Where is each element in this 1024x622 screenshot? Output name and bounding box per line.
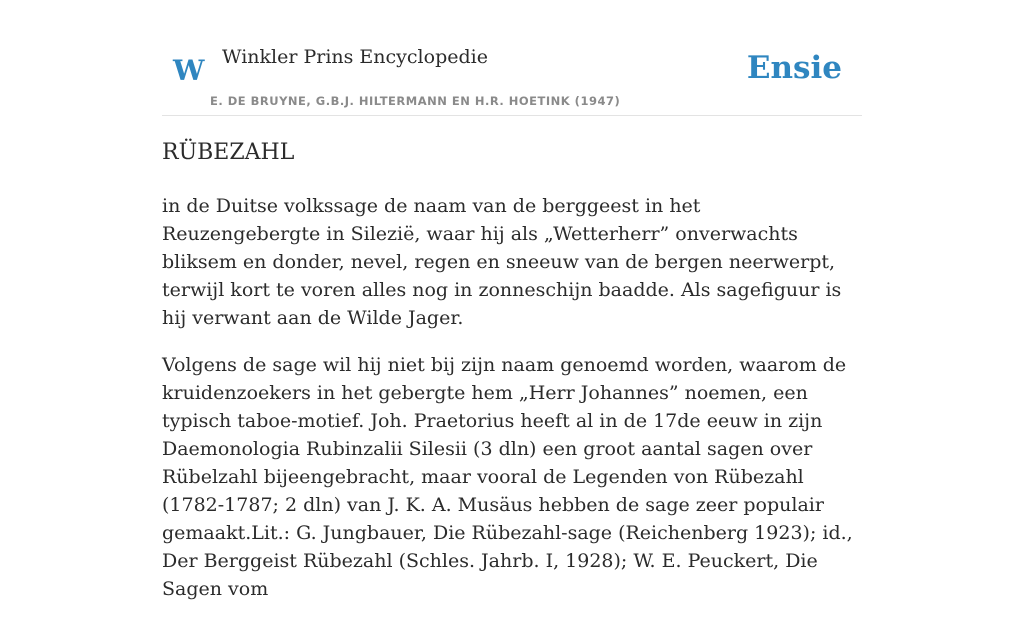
publication-title[interactable]: Winkler Prins Encyclopedie [222,46,488,68]
entry-body [162,192,862,622]
entry-title: RÜBEZAHL [162,140,295,165]
entry-paragraph: Volgens de sage wil hij niet bij zijn naam genoemd worden, waarom de kruidenzoekers in het gebergte hem „Herr Johannes” noemen, een typisch taboe-motief. Joh. Praetorius heeft al in de 17de eeuw in zijn Daemonologia Rubinzalii Silesii (3 dln) een groot aantal sagen over Rübelzahl bijeengebracht, maar vooral de Legenden von Rübezahl (1782-1787; 2 dln) van J. K. A. Musäus hebben de sage zeer populair gemaakt.Lit.: G. Jungbauer, Die Rübezahl-sage (Reichenberg 1923); id., Der Berggeist Rübezahl (Schles. Jahrb. I, 1928); W. E. Peuckert, Die Sagen vom [162,354,853,600]
ensie-logo[interactable]: Ensie [746,50,842,86]
publication-byline: E. DE BRUYNE, G.B.J. HILTERMANN EN H.R. HOETINK (1947) [210,94,621,108]
entry-paragraph: in de Duitse volkssage de naam van de berggeest in het Reuzengebergte in Silezië, waar hij als „Wetterherr” onverwachts bliksem en donder, nevel, regen en sneeuw van de bergen neerwerpt, terwijl kort te voren alles nog in zonneschijn baadde. Als sagefiguur is hij verwant aan de Wilde Jager. [162,195,842,329]
publication-logo-icon[interactable]: W [173,54,205,87]
site-header [162,40,862,116]
